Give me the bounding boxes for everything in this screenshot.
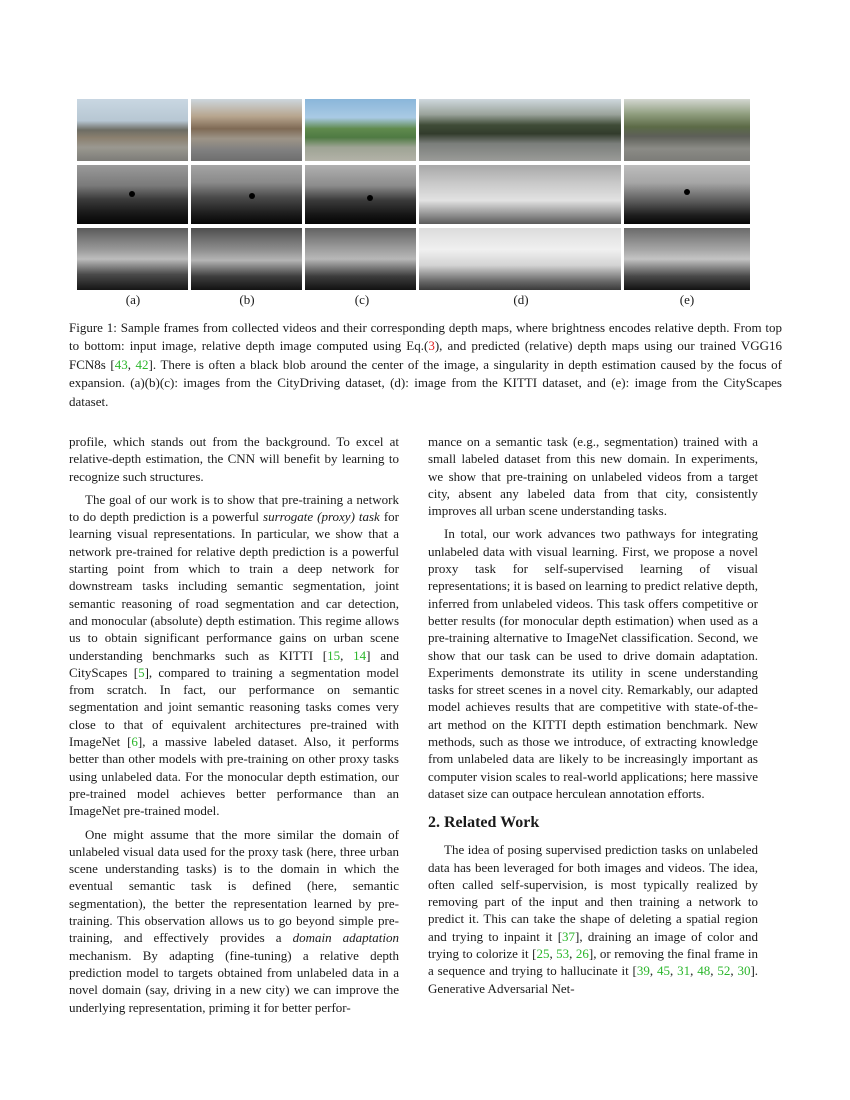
paragraph: profile, which stands out from the background. To excel at relative-depth estimation, the CNN will benefit by learning to recognize such structures. <box>69 434 399 484</box>
relative-depth-b <box>191 165 302 224</box>
predicted-depth-d <box>419 228 621 290</box>
paragraph: The idea of posing supervised prediction tasks on unlabeled data has been leveraged for both images and videos. The idea, often called self-supervision, is most typically realized by removing part of the input and then training a network to predict it. This can take the shape of deleting a spatial region and trying to inpaint it [37], draining an image of color and trying to colorize it [25, 53, 26], or removing the final frame in a sequence and trying to hallucinate it [39, 45, 31, 48, 52, 30]. Generative Adversarial Net- <box>428 842 759 996</box>
input-image-b <box>191 99 302 161</box>
right-column <box>428 433 758 1003</box>
figure-caption: Figure 1: Sample frames from collected videos and their corresponding depth maps, where brightness encodes relative depth. From top to bottom: input image, relative depth image computed using Eq.(3), and predicted (relative) depth maps using our trained VGG16 FCN8s [43, 42]. There is often a black blob around the center of the image, a singularity in depth estimation caused by the focus of expansion. (a)(b)(c): images from the CityDriving dataset, (d): image from the KITTI dataset, and (e): image from the CityScapes dataset. <box>69 320 782 409</box>
paragraph: mance on a semantic task (e.g., segmentation) trained with a small labeled dataset from this new domain. In experiments, we show that pre-training on unlabeled videos from a target city, absent any labeled data from that city, consistently improves all urban scene understanding tasks. <box>428 434 758 519</box>
relative-depth-e <box>624 165 750 224</box>
equation-link[interactable]: 3 <box>428 338 435 354</box>
citation-link[interactable]: 37 <box>562 928 576 944</box>
citation-link[interactable]: 48 <box>697 963 711 979</box>
citation-link[interactable]: 6 <box>131 734 138 750</box>
citation-link[interactable]: 15 <box>327 647 341 663</box>
citation-link[interactable]: 31 <box>677 963 691 979</box>
citation-link[interactable]: 30 <box>737 963 751 979</box>
panel-label-d: (d) <box>513 292 529 307</box>
predicted-depth-c <box>305 228 416 290</box>
citation-link[interactable]: 53 <box>556 946 570 962</box>
citation-link[interactable]: 43 <box>114 356 128 372</box>
input-image-c <box>305 99 416 161</box>
input-image-d <box>419 99 621 161</box>
left-column <box>69 433 399 1022</box>
relative-depth-d <box>419 165 621 224</box>
paragraph: The goal of our work is to show that pre-training a network to do depth prediction is a powerful surrogate (proxy) task for learning visual representations. In particular, we show that a network pre-trained for relative depth prediction is a powerful starting point from which to train a deep network for downstream tasks including semantic segmentation, joint semantic reasoning of road segmentation and car detection, and monocular (absolute) depth estimation. This regime allows us to obtain significant performance gains on urban scene understanding benchmarks such as KITTI [15, 14] and CityScapes [5], compared to training a segmentation model from scratch. In fact, our performance on semantic segmentation and joint semantic reasoning tasks comes very close to that of equivalent architectures pre-trained with ImageNet [6], a massive labeled dataset. Also, it performs better than other models with pre-training on other proxy tasks using unlabeled data. For the monocular depth estimation, our pre-trained model achieves better performance than an ImageNet pre-trained model. <box>69 491 399 819</box>
paragraph: In total, our work advances two pathways for integrating unlabeled data with visual learning. First, we propose a novel proxy task for self-supervised learning of visual representations; it is based on learning to predict relative depth, inferred from unlabeled videos. This task offers competitive or better results (for monocular depth estimation) when used as a pre-training alternative to ImageNet classification. Second, we show that our task can be used to drive domain adaptation. Experiments demonstrate its utility in scene understanding tasks for street scenes in a novel city. Remarkably, our adapted model achieves results that are competitive with state-of-the-art method on the KITTI depth estimation benchmark. New methods, such as those we introduce, of extracting knowledge from unlabeled data are likely to be increasingly important as computer vision scales to real-world applications; here massive dataset size can outpace herculean annotation efforts. <box>428 526 758 801</box>
citation-link[interactable]: 52 <box>717 963 731 979</box>
emphasis: domain adaptation <box>292 930 399 946</box>
citation-link[interactable]: 45 <box>657 963 670 979</box>
panel-label-c: (c) <box>354 292 370 307</box>
citation-link[interactable]: 39 <box>636 963 650 979</box>
paragraph: One might assume that the more similar the domain of unlabeled visual data used for the proxy task (here, three urban scene understanding tasks) is to the domain in which the eventual semantic task is defined (here, semantic segmentation), the better the representation learned by pre-training. This observation allows us to go beyond simple pre-training, and effectively provides a domain adaptation mechanism. By adapting (fine-tuning) a relative depth prediction model to targets obtained from unlabeled data in a novel domain (say, driving in a new city) we can improve the underlying representation, priming it for better perfor- <box>69 826 399 1015</box>
panel-label-b: (b) <box>239 292 255 307</box>
citation-link[interactable]: 14 <box>353 647 367 663</box>
predicted-depth-e <box>624 228 750 290</box>
citation-link[interactable]: 5 <box>138 664 145 680</box>
predicted-depth-b <box>191 228 302 290</box>
citation-link[interactable]: 42 <box>135 356 149 372</box>
section-heading: 2. Related Work <box>428 814 540 832</box>
citation-link[interactable]: 26 <box>575 946 589 962</box>
input-image-e <box>624 99 750 161</box>
relative-depth-a <box>77 165 188 224</box>
figure-1 <box>77 99 750 292</box>
predicted-depth-a <box>77 228 188 290</box>
panel-label-a: (a) <box>125 292 141 307</box>
input-image-a <box>77 99 188 161</box>
caption-label: Figure 1: <box>69 320 117 335</box>
panel-label-e: (e) <box>679 292 695 307</box>
citation-link[interactable]: 25 <box>536 946 550 962</box>
emphasis: surrogate (proxy) task <box>263 509 380 525</box>
relative-depth-c <box>305 165 416 224</box>
